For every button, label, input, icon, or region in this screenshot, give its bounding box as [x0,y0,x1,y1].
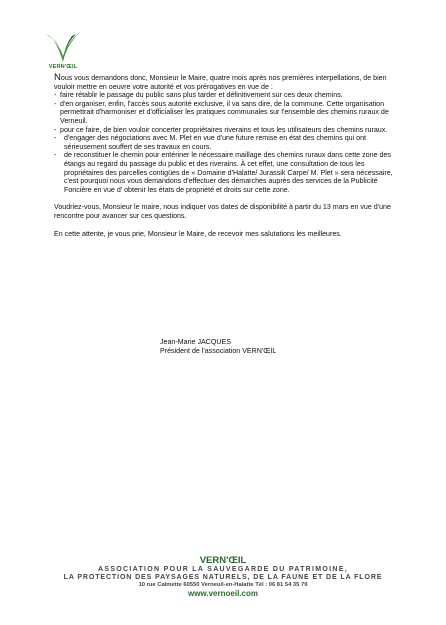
closing-paragraph: En cette attente, je vous prie, Monsieur le Maire, de recevoir mes salutations les meilleures. [54,229,342,238]
list-item-text: d'en organiser, enfin, l'accès sous autorité exclusive, il va sans dire, de la commune. Cette organisation permettrait d'harmoniser et d'officialiser les pratiques communales sur l'ensemble des chemins ruraux de Verneuil. [60,99,389,125]
list-item [54,100,404,126]
list-item [54,151,404,194]
list-item-text: pour ce faire, de bien vouloir concerter propriétaires riverains et tous les utilisateurs des chemins ruraux. [60,125,388,134]
signature-block [160,338,380,356]
footer-tagline-2: LA PROTECTION DES PAYSAGES NATURELS, DE LA FAUNE ET DE LA FLORE [63,574,383,581]
list-item-text: de reconstituer le chemin pour entériner le nécessaire maillage des chemins ruraux dans cette zone des étangs au regard du passage du public et des riverains. À cet effet, une consultation de tous les propriétaires des parcelles contigües de « Domaine d'Halatte/ Jurassik Carpe/ M. Plet » sera nécessaire, c'est pourquoi nous vous demandons d'effectuer des démarches auprès des services de la Publicité Foncière en vue d' obtenir les états de propriété et droits sur cette zone. [64,151,393,194]
list-item [54,134,404,151]
vernoeil-logo-icon [42,28,84,66]
footer-tagline-1: ASSOCIATION POUR LA SAUVEGARDE DU PATRIMOINE, [98,566,348,573]
signatory-title: Président de l'association VERN'ŒIL [160,347,277,355]
list-bullet: - [54,151,57,160]
logo-name: VERN'ŒIL [48,64,78,70]
list-bullet: - [54,134,57,143]
availability-paragraph: Voudriez-vous, Monsieur le maire, nous indiquer vos dates de disponibilité à partir du 13 mars en vue d'une rencontre pour avancer sur ces questions. [54,203,391,220]
list-item-text: faire rétablir le passage du public sans plus tarder et définitivement sur ces deux chemins. [60,91,343,100]
footer-org-name: VERN'ŒIL [199,555,247,566]
list-bullet: - [54,99,57,108]
list-item [54,91,404,100]
signatory-name: Jean-Marie JACQUES [160,338,231,346]
letter-body [54,74,404,238]
footer [0,556,446,598]
footer-website-link[interactable]: www.vernoeil.com [188,589,258,598]
intro-text: ous vous demandons donc, Monsieur le Maire, quatre mois après nos premières interpellations, de bien vouloir mettre en oeuvre votre autorité et vos prérogatives en vue de : [54,74,387,91]
list-item-text: d'engager des négociations avec M. Plet en vue d'une future remise en état des chemins qui ont sérieusement souffert de ses travaux en cours. [64,134,367,151]
footer-address: 10 rue Calmette 60550 Verneuil-en-Halatte Tél : 06 81 54 35 79 [138,582,308,588]
list-item [54,126,404,135]
list-bullet: - [54,125,57,134]
dropcap: N [54,72,61,83]
list-bullet: - [54,91,57,100]
intro-paragraph [54,74,404,91]
